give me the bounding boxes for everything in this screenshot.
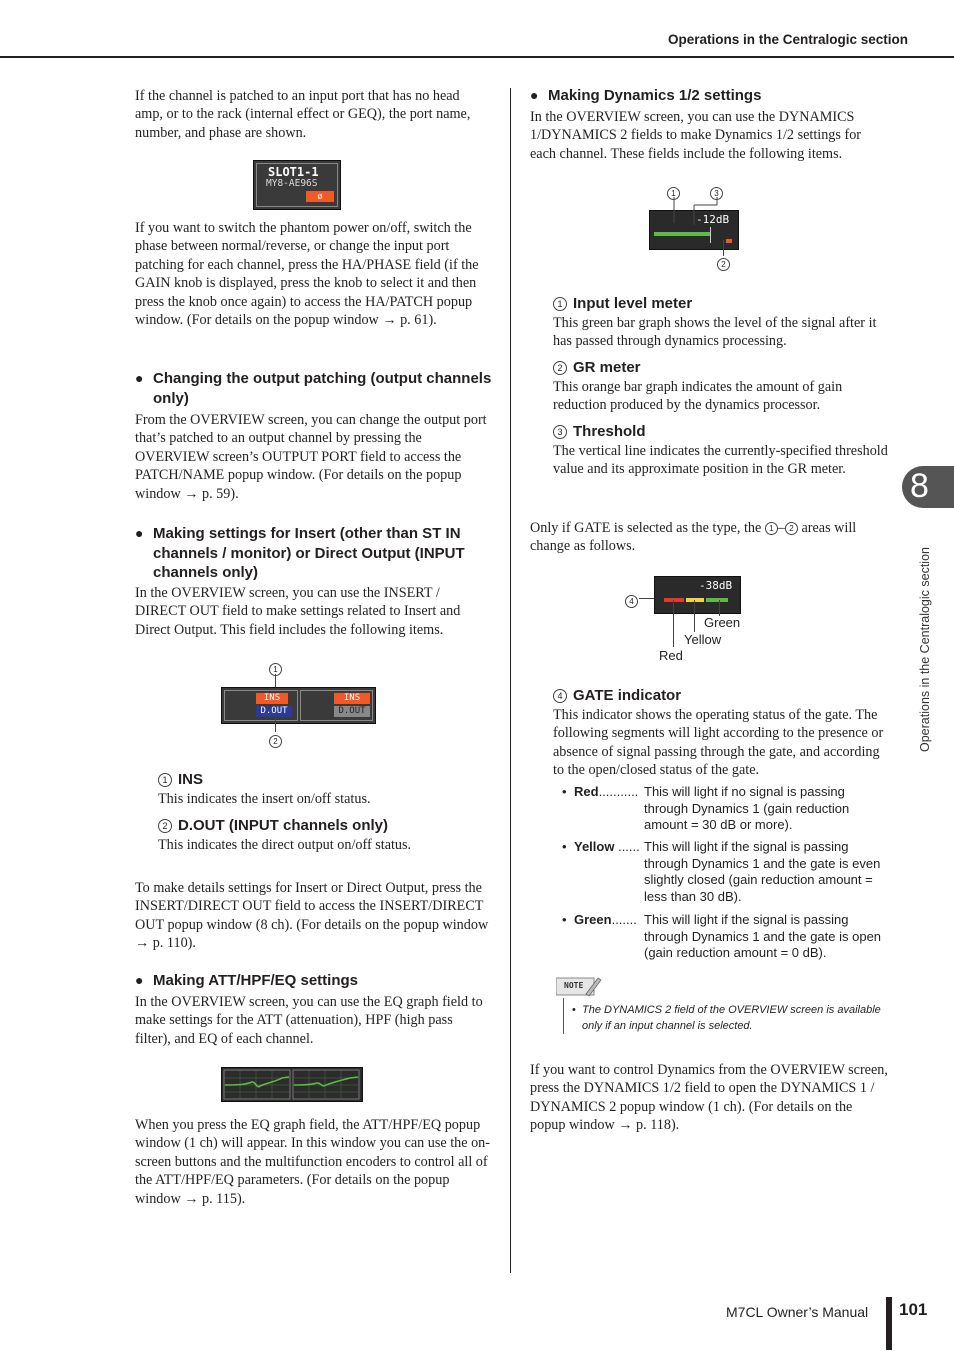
paragraph-eq-popup: When you press the EQ graph field, the ATT/HPF/EQ popup window (1 ch) will appear. In this window you can use the on-screen buttons and the multifunction encoders to control all of the ATT/HPF/EQ parameters. (For details on the popup window → p. 115). — [135, 1117, 491, 1207]
bullet-dot: • — [562, 839, 567, 854]
paragraph-dynamics-popup: If you want to control Dynamics from the OVERVIEW screen, press the DYNAMICS 1/2 field to open the DYNAMICS 1 / DYNAMICS 2 popup window (1 ch). (For details on the popup window → p. 118). — [530, 1062, 888, 1134]
paragraph-output-patching: From the OVERVIEW screen, you can change the output port that’s patched to an output channel by pressing the OVERVIEW screen’s OUTPUT PORT field to access the PATCH/NAME popup window. (For details on the popup window → p. 59). — [135, 412, 487, 502]
dyn-callout-3: 3 — [710, 184, 723, 202]
dyn-threshold-readout: -12dB — [696, 213, 730, 226]
gate-label-green: Green — [704, 615, 741, 630]
item-gr-meter-title: 2 GR meter — [553, 358, 641, 378]
paragraph-eq: In the OVERVIEW screen, you can use the EQ graph field to make settings for the ATT (attenuation), HPF (high pass filter), and EQ of each channel. — [135, 994, 483, 1047]
gate-line-green — [719, 600, 720, 616]
gate-panel[interactable] — [654, 576, 741, 614]
chapter-number: 8 — [910, 467, 929, 505]
paragraph-insert-details: To make details settings for Insert or Direct Output, press the INSERT/DIRECT OUT field to access the INSERT/DIRECT OUT popup window (8 ch). (For details on the popup window → p. 110). — [135, 880, 489, 952]
dout-button-b[interactable]: D.OUT — [334, 706, 370, 717]
item-threshold-title: 3 Threshold — [553, 422, 646, 442]
dyn-callout-line-2 — [723, 240, 724, 256]
item-ins-title: 1 INS — [158, 770, 203, 790]
item-input-meter-title: 1 Input level meter — [553, 294, 692, 314]
dyn-callout-2: 2 — [717, 255, 730, 273]
gate-line-red — [673, 600, 674, 647]
gate-segment-yellow — [686, 598, 704, 602]
ins-button-b[interactable]: INS — [334, 693, 370, 704]
bullet-dot: • — [562, 912, 567, 927]
heading-output-patching: ● Changing the output patching (output channels only) — [135, 370, 492, 407]
bullet-circle-icon: ● — [135, 972, 144, 988]
dyn-callout-1: 1 — [667, 184, 680, 202]
note-rule — [563, 998, 564, 1034]
slot-port-label: SLOT1-1 — [268, 165, 319, 179]
header-rule — [0, 56, 954, 58]
footer-manual-title: M7CL Owner’s Manual — [726, 1304, 869, 1320]
item-input-meter-desc: This green bar graph shows the level of the signal after it has passed through dynamics processing. — [553, 315, 877, 350]
insert-panel[interactable] — [221, 687, 376, 724]
eq-graph-panel[interactable] — [221, 1067, 363, 1102]
chapter-side-label: Operations in the Centralogic section — [918, 547, 932, 752]
insert-panel-callout-1: 1 — [269, 660, 282, 678]
page-number: 101 — [899, 1300, 928, 1319]
gate-callout-4: 4 — [625, 592, 638, 610]
bullet-red: • Red........... This will light if no signal is passing through Dynamics 1 (gain reduction amount = 30 dB or more). — [562, 784, 850, 833]
paragraph-head-amp: If the channel is patched to an input port that has no head amp, or to the rack (internal effect or GEQ), the port name, number, and phase are shown. — [135, 88, 471, 141]
gate-label-yellow: Yellow — [684, 632, 722, 647]
column-divider — [510, 88, 511, 1273]
insert-panel-callout-2: 2 — [269, 732, 282, 750]
gate-label-red: Red — [659, 648, 683, 663]
paragraph-dynamics: In the OVERVIEW screen, you can use the DYNAMICS 1/DYNAMICS 2 fields to make Dynamics 1/2 settings for each channel. These fields include the following items. — [530, 109, 862, 162]
gate-callout-line-4 — [639, 598, 655, 599]
gate-threshold-readout: -38dB — [699, 579, 733, 592]
item-threshold-desc: The vertical line indicates the currently-specified threshold value and its approximate position in the GR meter. — [553, 443, 888, 478]
gate-segment-green — [706, 598, 728, 602]
insert-callout-line-2 — [275, 718, 276, 732]
item-gate-title: 4 GATE indicator — [553, 686, 681, 706]
note-label: NOTE — [564, 981, 584, 990]
phase-symbol: ø — [317, 191, 323, 202]
bullet-circle-icon: ● — [135, 370, 144, 386]
eq-curve-b — [294, 1077, 358, 1086]
gate-line-yellow — [694, 600, 695, 632]
gr-meter-bar — [726, 239, 732, 243]
bullet-dot: • — [562, 784, 567, 799]
item-dout-title: 2 D.OUT (INPUT channels only) — [158, 816, 388, 836]
eq-graph-svg — [222, 1068, 362, 1101]
heading-eq: ● Making ATT/HPF/EQ settings — [135, 972, 359, 989]
note-text: • The DYNAMICS 2 field of the OVERVIEW screen is available only if an input channel is selected. — [572, 1004, 881, 1032]
paragraph-gate: Only if GATE is selected as the type, the 1 – 2 areas will change as follows. — [530, 520, 857, 555]
gate-segment-red — [664, 598, 684, 602]
item-ins-desc: This indicates the insert on/off status. — [158, 791, 371, 807]
item-gr-meter-desc: This orange bar graph indicates the amount of gain reduction produced by the dynamics processor. — [553, 379, 843, 414]
note-icon — [556, 976, 600, 996]
paragraph-insert: In the OVERVIEW screen, you can use the INSERT / DIRECT OUT field to make settings related to Insert and Direct Output. This field includes the following items. — [135, 585, 461, 638]
heading-dynamics: ● Making Dynamics 1/2 settings — [530, 87, 762, 104]
item-gate-desc: This indicator shows the operating status of the gate. The following segments will light according to the presence or absence of signal passing through the gate, and according to the open/closed status of the gate. — [553, 707, 884, 779]
slot-port-name: MY8-AE96S — [266, 178, 318, 189]
item-dout-desc: This indicates the direct output on/off status. — [158, 837, 412, 853]
threshold-line — [710, 227, 711, 243]
dyn-callout-lines — [650, 195, 750, 225]
heading-insert: ● Making settings for Insert (other than ST IN channels / monitor) or Direct Output (INPUT channels only) — [135, 525, 465, 582]
slot-panel[interactable] — [253, 160, 341, 210]
paragraph-phantom: If you want to switch the phantom power on/off, switch the phase between normal/reverse, or change the input port patching for each channel, press the HA/PHASE field (if the GAIN knob is displayed, press the knob to select it and then press the knob once again) to access the HA/PATCH popup window. (For details on the popup window → p. 61). — [135, 220, 479, 329]
bullet-green: • Green....... This will light if the signal is passing through Dynamics 1 and the gate is open (gain reduction amount = 0 dB). — [562, 912, 882, 961]
bullet-circle-icon: ● — [135, 525, 144, 541]
input-level-meter-bar — [654, 232, 710, 236]
phase-indicator[interactable] — [306, 191, 334, 202]
footer-rule — [886, 1297, 892, 1350]
ins-button-a[interactable]: INS — [256, 693, 288, 704]
bullet-circle-icon: ● — [530, 87, 539, 103]
dout-button-a[interactable]: D.OUT — [256, 706, 292, 717]
running-header: Operations in the Centralogic section — [667, 32, 908, 47]
bullet-yellow: • Yellow ...... This will light if the signal is passing through Dynamics 1 and the gate is even slightly closed (gain reduction amount = less than 30 dB). — [562, 839, 881, 904]
